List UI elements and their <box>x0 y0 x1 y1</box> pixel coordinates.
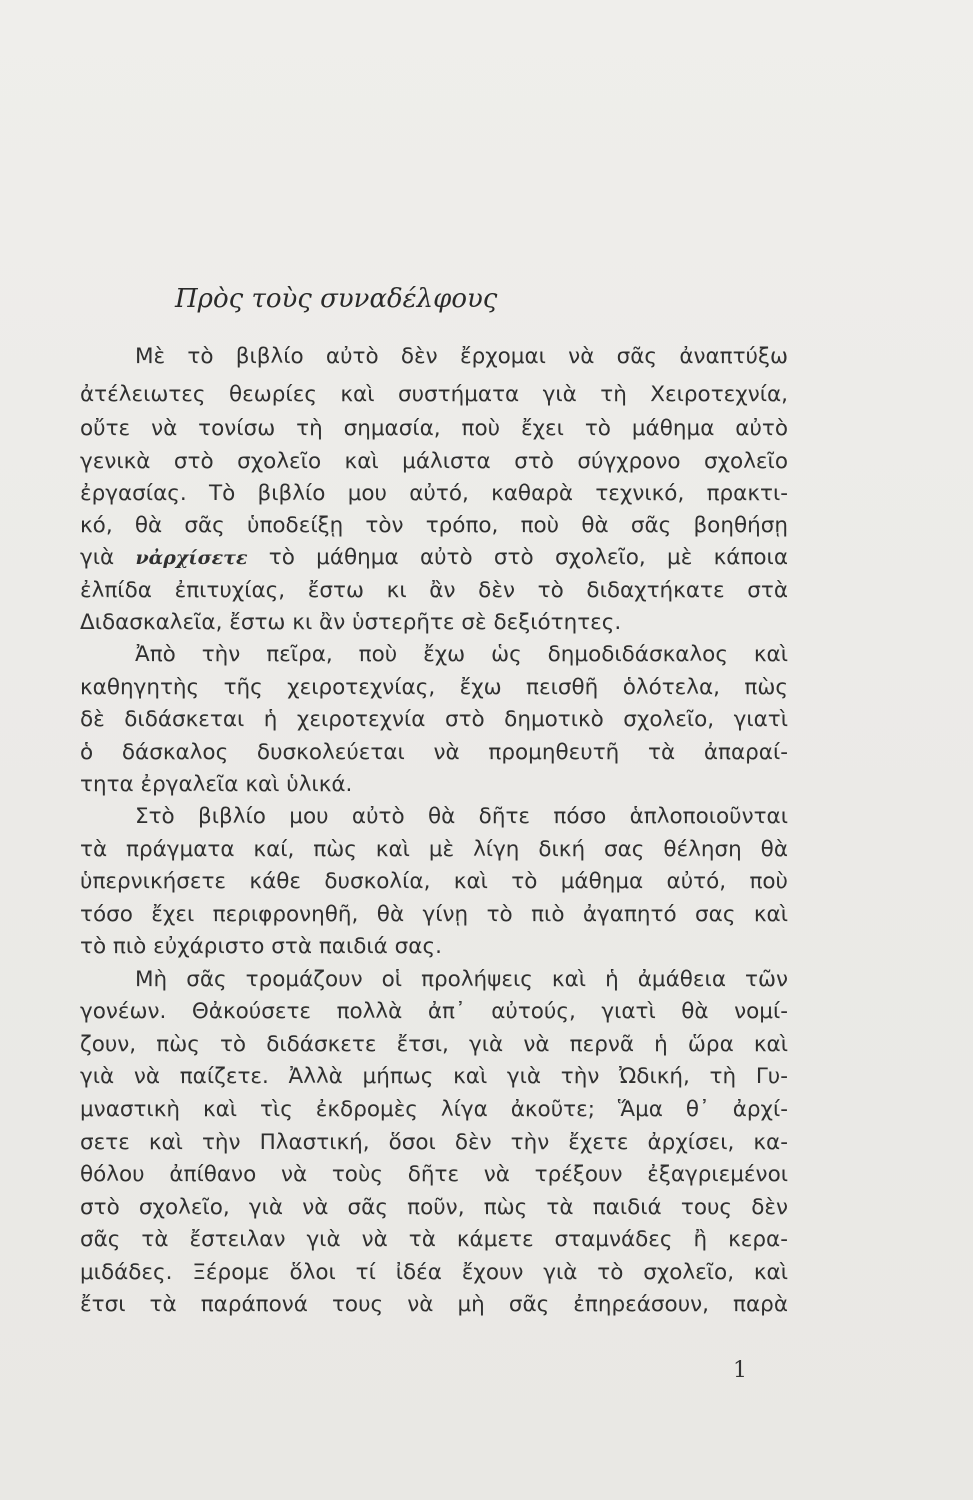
text-line: Μὲ τὸ βιβλίο αὐτὸ δὲν ἔρχομαι νὰ σᾶς ἀναπτύξω <box>135 344 788 369</box>
text-line: γενικὰ στὸ σχολεῖο καὶ μάλιστα στὸ σύγχρονο σχολεῖο <box>80 449 788 474</box>
text-line: τόσο ἔχει περιφρονηθῆ, θὰ γίνῃ τὸ πιὸ ἀγαπητό σας καὶ <box>80 902 788 927</box>
text-line: ζουν, πὼς τὸ διδάσκετε ἔτσι, γιὰ νὰ περνᾶ ἡ ὥρα καὶ <box>80 1032 788 1057</box>
line-prefix: γιὰ <box>80 545 115 570</box>
line-remainder: τὸ μάθημα αὐτὸ στὸ σχολεῖο, μὲ κάποια <box>268 545 788 570</box>
text-line: Ἀπὸ τὴν πεῖρα, ποὺ ἔχω ὡς δημοδιδάσκαλος καὶ <box>135 642 788 667</box>
text-line: καθηγητὴς τῆς χειροτεχνίας, ἔχω πεισθῆ ὁλότελα, πὼς <box>80 675 788 700</box>
text-line: σᾶς τὰ ἔστειλαν γιὰ νὰ τὰ κάμετε σταμνάδες ἢ κερα- <box>80 1227 788 1252</box>
text-line: Διδασκαλεῖα, ἔστω κι ἂν ὑστερῆτε σὲ δεξιότητες. <box>80 610 622 635</box>
text-line: μιδάδες. Ξέρομε ὅλοι τί ἰδέα ἔχουν γιὰ τὸ σχολεῖο, καὶ <box>80 1260 788 1285</box>
text-line: ἐργασίας. Τὸ βιβλίο μου αὐτό, καθαρὰ τεχνικό, πρακτι- <box>80 481 788 506</box>
text-line: γονέων. Θἀκούσετε πολλὰ ἀπ᾿ αὐτούς, γιατὶ θὰ νομί- <box>80 999 788 1024</box>
text-line: τητα ἐργαλεῖα καὶ ὑλικά. <box>80 772 353 797</box>
page-heading: Πρὸς τοὺς συναδέλφους <box>175 284 498 314</box>
text-line: θόλου ἀπίθανο νὰ τοὺς δῆτε νὰ τρέξουν ἐξαγριεμένοι <box>80 1162 788 1187</box>
text-line: ὑπερνικήσετε κάθε δυσκολία, καὶ τὸ μάθημα αὐτό, ποὺ <box>80 869 788 894</box>
text-line: τὰ πράγματα καί, πὼς καὶ μὲ λίγη δική σας θέληση θὰ <box>80 837 788 862</box>
text-line: οὔτε νὰ τονίσω τὴ σημασία, ποὺ ἔχει τὸ μάθημα αὐτὸ <box>80 416 788 441</box>
text-line-with-emphasis <box>80 543 788 573</box>
text-line: ἔτσι τὰ παράπονά τους νὰ μὴ σᾶς ἐπηρεάσουν, παρὰ <box>80 1292 788 1317</box>
text-line: ἀτέλειωτες θεωρίες καὶ συστήματα γιὰ τὴ Χειροτεχνία, <box>80 382 788 407</box>
text-line: γιὰ νὰ παίζετε. Ἀλλὰ μήπως καὶ γιὰ τὴν Ὠδική, τὴ Γυ- <box>80 1064 788 1089</box>
text-line: κό, θὰ σᾶς ὑποδείξῃ τὸν τρόπο, ποὺ θὰ σᾶς βοηθήσῃ <box>80 513 788 538</box>
text-line: ἐλπίδα ἐπιτυχίας, ἔστω κι ἂν δὲν τὸ διδαχτήκατε στὰ <box>80 578 788 603</box>
text-line: μναστικὴ καὶ τὶς ἐκδρομὲς λίγα ἀκοῦτε; Ἅμα θ᾿ ἀρχί- <box>80 1097 788 1122</box>
text-line: στὸ σχολεῖο, γιὰ νὰ σᾶς ποῦν, πὼς τὰ παιδιά τους δὲν <box>80 1195 788 1220</box>
text-line: Στὸ βιβλίο μου αὐτὸ θὰ δῆτε πόσο ἁπλοποιοῦνται <box>135 804 788 829</box>
text-line: σετε καὶ τὴν Πλαστική, ὅσοι δὲν τὴν ἔχετε ἀρχίσει, κα- <box>80 1130 788 1155</box>
text-line: τὸ πιὸ εὐχάριστο στὰ παιδιά σας. <box>80 934 442 959</box>
text-line: Μὴ σᾶς τρομάζουν οἱ προλήψεις καὶ ἡ ἀμάθεια τῶν <box>135 967 788 992</box>
text-line: ὁ δάσκαλος δυσκολεύεται νὰ προμηθευτῆ τὰ ἀπαραί- <box>80 740 788 765</box>
emphasized-word: νἀρχίσετε <box>135 547 248 569</box>
page-number: 1 <box>733 1358 747 1383</box>
text-line: δὲ διδάσκεται ἡ χειροτεχνία στὸ δημοτικὸ σχολεῖο, γιατὶ <box>80 707 788 732</box>
